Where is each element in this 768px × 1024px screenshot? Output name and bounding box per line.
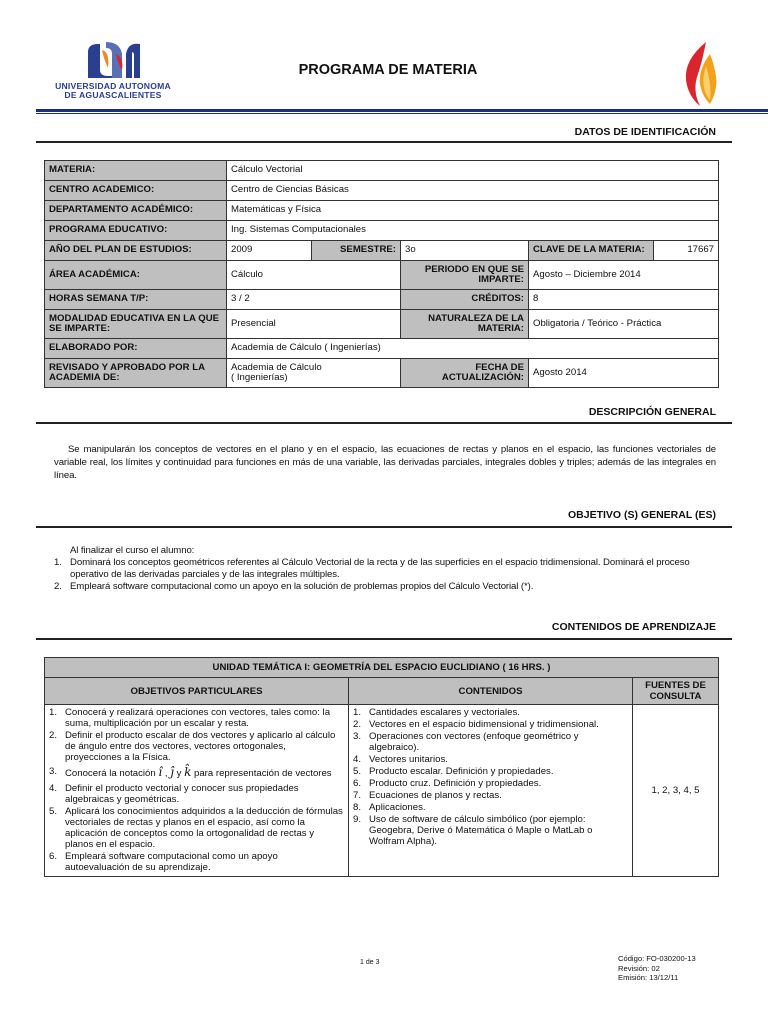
periodo-label: PERIODO EN QUE SE IMPARTE:	[401, 261, 529, 290]
horas-label: HORAS SEMANA T/P:	[45, 290, 227, 310]
periodo-value: Agosto – Diciembre 2014	[529, 261, 719, 290]
objetivos-intro: Al finalizar el curso el alumno:	[70, 545, 195, 556]
horas-value: 3 / 2	[227, 290, 401, 310]
institution-name-line1: UNIVERSIDAD AUTONOMA	[55, 81, 171, 91]
unit-vector-j: ĵ	[170, 765, 174, 779]
list-text: Empleará software computacional como un apoyo en la solución de problemas propios del Cálculo Vectorial (*).	[70, 581, 534, 592]
naturaleza-value: Obligatoria / Teórico - Práctica	[529, 310, 719, 339]
institution-name-line2: DE AGUASCALIENTES	[64, 90, 162, 100]
list-number: 5.	[49, 806, 58, 817]
list-item: 3. Conocerá la notación î , ĵ y k̂ para representación de vectores	[49, 765, 332, 779]
uaa-emblem-icon	[48, 40, 178, 82]
list-number: 3.	[353, 731, 362, 742]
list-number: 1.	[353, 707, 362, 718]
list-item	[353, 707, 628, 718]
section-title-descripcion: DESCRIPCIÓN GENERAL	[588, 406, 716, 418]
fuentes-cell: 1, 2, 3, 4, 5	[633, 705, 719, 877]
list-item	[49, 730, 344, 763]
list-item	[49, 783, 344, 805]
elaborado-label: ELABORADO POR:	[45, 339, 227, 359]
materia-label: MATERIA:	[45, 161, 227, 181]
list-item	[353, 778, 628, 789]
contenidos-cell	[349, 705, 633, 877]
naturaleza-label: NATURALEZA DE LA MATERIA:	[401, 310, 529, 339]
page-number: 1 de 3	[360, 959, 380, 966]
revisado-value	[227, 359, 401, 388]
elaborado-value: Academia de Cálculo ( Ingenierías)	[227, 339, 719, 359]
list-item	[49, 707, 344, 729]
clave-label: CLAVE DE LA MATERIA:	[529, 241, 654, 261]
section-rule	[36, 638, 732, 640]
table-row	[45, 241, 719, 261]
list-item	[353, 719, 628, 730]
table-row	[45, 310, 719, 339]
list-number: 9.	[353, 814, 362, 825]
revisado-value-line1: Academia de Cálculo	[231, 361, 322, 373]
flame-logo-icon	[676, 40, 720, 108]
list-number: 2.	[54, 581, 62, 592]
list-number: 3.	[49, 766, 58, 777]
list-item	[54, 557, 722, 581]
unidad-title: UNIDAD TEMÁTICA I: GEOMETRÍA DEL ESPACIO EUCLIDIANO ( 16 HRS. )	[45, 658, 719, 678]
unit-vector-i: î	[158, 765, 163, 779]
col-header-contenidos: CONTENIDOS	[349, 678, 633, 705]
list-item	[353, 790, 628, 801]
table-row	[45, 339, 719, 359]
list-text: Cantidades escalares y vectoriales.	[369, 707, 520, 718]
list-text: Aplicará los conocimientos adquiridos a la deducción de fórmulas vectoriales de rectas y planos en el espacio, así como la aplicación de conceptos como la ortogonalidad de rectas y planos en el espacio.	[65, 806, 343, 850]
revisado-value-line2: ( Ingenierías)	[231, 372, 288, 383]
list-text: Empleará software computacional como un apoyo autoevaluación de su aprendizaje.	[65, 851, 278, 873]
list-text: Definir el producto escalar de dos vectores y aplicarlo al cálculo de ángulo entre dos vectores, vectores ortogonales, proyecciones a la Física.	[65, 730, 336, 763]
list-text: Uso de software de cálculo simbólico (por ejemplo: Geogebra, Derive ó Matemática ó Maple o MatLab o Wolfram Alpha).	[369, 814, 593, 847]
codigo-text: Código: FO-030200-13	[618, 954, 696, 963]
page-header	[0, 0, 768, 118]
section-title-identificacion: DATOS DE IDENTIFICACIÓN	[574, 126, 716, 138]
list-item	[353, 802, 628, 813]
table-row	[45, 678, 719, 705]
modalidad-value: Presencial	[227, 310, 401, 339]
emision-text: Emisión: 13/12/11	[618, 973, 679, 982]
anio-label: AÑO DEL PLAN DE ESTUDIOS:	[45, 241, 227, 261]
list-number: 2.	[353, 719, 362, 730]
list-item	[353, 814, 628, 847]
list-text: Dominará los conceptos geométricos referentes al Cálculo Vectorial de la recta y de las superficies en el espacio tridimensional. Dominará el proceso operativo de las derivadas parciales y de las integrales múltiples.	[70, 557, 690, 580]
programa-label: PROGRAMA EDUCATIVO:	[45, 221, 227, 241]
identification-table	[44, 160, 719, 388]
list-text: y	[176, 768, 182, 779]
centro-label: CENTRO ACADEMICO:	[45, 181, 227, 201]
descripcion-text: Se manipularán los conceptos de vectores en el plano y en el espacio, las ecuaciones de rectas y planos en el espacio, las funciones vectoriales de variable real, los límites y continuidad para funciones en más de una variable, las derivadas parciales, integrales dobles y triples; además de las integrales en línea.	[54, 444, 716, 481]
list-text: Conocerá la notación	[65, 768, 156, 779]
list-text: Ecuaciones de planos y rectas.	[369, 790, 502, 801]
institution-wordmark	[48, 82, 178, 100]
uaa-logo	[48, 40, 178, 102]
list-number: 6.	[49, 851, 58, 862]
page-title: PROGRAMA DE MATERIA	[298, 62, 478, 78]
document-codes	[618, 954, 696, 983]
clave-value: 17667	[654, 241, 719, 261]
table-row	[45, 221, 719, 241]
creditos-value: 8	[529, 290, 719, 310]
list-text: Definir el producto vectorial y conocer sus propiedades algebraicas y geométricas.	[65, 783, 299, 805]
header-rule-thin	[36, 113, 768, 114]
area-value: Cálculo	[227, 261, 401, 290]
section-rule	[36, 422, 732, 424]
list-number: 4.	[49, 783, 58, 794]
descripcion-paragraph	[54, 443, 716, 482]
table-row	[45, 181, 719, 201]
table-row	[45, 201, 719, 221]
list-number: 1.	[54, 557, 62, 568]
revisado-label: REVISADO Y APROBADO POR LA ACADEMIA DE:	[45, 359, 227, 388]
section-rule	[36, 141, 732, 143]
objetivos-list	[54, 545, 722, 593]
list-text: Vectores en el espacio bidimensional y tridimensional.	[369, 719, 599, 730]
objetivos-cell	[45, 705, 349, 877]
revision-text: Revisión: 02	[618, 963, 660, 973]
depto-label: DEPARTAMENTO ACADÉMICO:	[45, 201, 227, 221]
section-rule	[36, 526, 732, 528]
list-item	[353, 731, 628, 753]
table-row	[45, 161, 719, 181]
list-text: Vectores unitarios.	[369, 754, 448, 765]
table-row	[45, 705, 719, 877]
list-item	[353, 766, 628, 777]
list-text: Operaciones con vectores (enfoque geométrico y algebraico).	[369, 731, 579, 753]
table-row	[45, 359, 719, 388]
fecha-value: Agosto 2014	[529, 359, 719, 388]
list-item	[353, 754, 628, 765]
table-row	[45, 658, 719, 678]
materia-value: Cálculo Vectorial	[227, 161, 719, 181]
list-text: Conocerá y realizará operaciones con vectores, tales como: la suma, multiplicación por un escalar y resta.	[65, 707, 331, 729]
centro-value: Centro de Ciencias Básicas	[227, 181, 719, 201]
unidad-tematica-table	[44, 657, 719, 877]
creditos-label: CRÉDITOS:	[401, 290, 529, 310]
col-header-objetivos: OBJETIVOS PARTICULARES	[45, 678, 349, 705]
list-text: Producto escalar. Definición y propiedades.	[369, 766, 554, 777]
list-item	[49, 806, 344, 850]
list-number: 1.	[49, 707, 58, 718]
table-row	[45, 261, 719, 290]
list-text: Aplicaciones.	[369, 802, 426, 813]
section-title-objetivos: OBJETIVO (S) GENERAL (ES)	[568, 509, 716, 521]
list-number: 7.	[353, 790, 362, 801]
fecha-label: FECHA DE ACTUALIZACIÓN:	[401, 359, 529, 388]
list-number: 6.	[353, 778, 362, 789]
list-number: 4.	[353, 754, 362, 765]
list-item	[54, 581, 722, 593]
section-title-contenidos: CONTENIDOS DE APRENDIZAJE	[551, 621, 716, 633]
list-number: 2.	[49, 730, 58, 741]
list-text: para representación de vectores	[194, 768, 332, 779]
list-text: Producto cruz. Definición y propiedades.	[369, 778, 542, 789]
modalidad-label: MODALIDAD EDUCATIVA EN LA QUE SE IMPARTE:	[45, 310, 227, 339]
unit-vector-k: k̂	[184, 765, 192, 779]
col-header-fuentes: FUENTES DE CONSULTA	[633, 678, 719, 705]
semestre-value: 3o	[401, 241, 529, 261]
table-row	[45, 290, 719, 310]
depto-value: Matemáticas y Física	[227, 201, 719, 221]
header-rule	[36, 109, 768, 112]
list-number: 5.	[353, 766, 362, 777]
anio-value: 2009	[227, 241, 312, 261]
semestre-label: SEMESTRE:	[312, 241, 401, 261]
area-label: ÁREA ACADÉMICA:	[45, 261, 227, 290]
programa-value: Ing. Sistemas Computacionales	[227, 221, 719, 241]
list-item	[49, 851, 344, 873]
list-number: 8.	[353, 802, 362, 813]
